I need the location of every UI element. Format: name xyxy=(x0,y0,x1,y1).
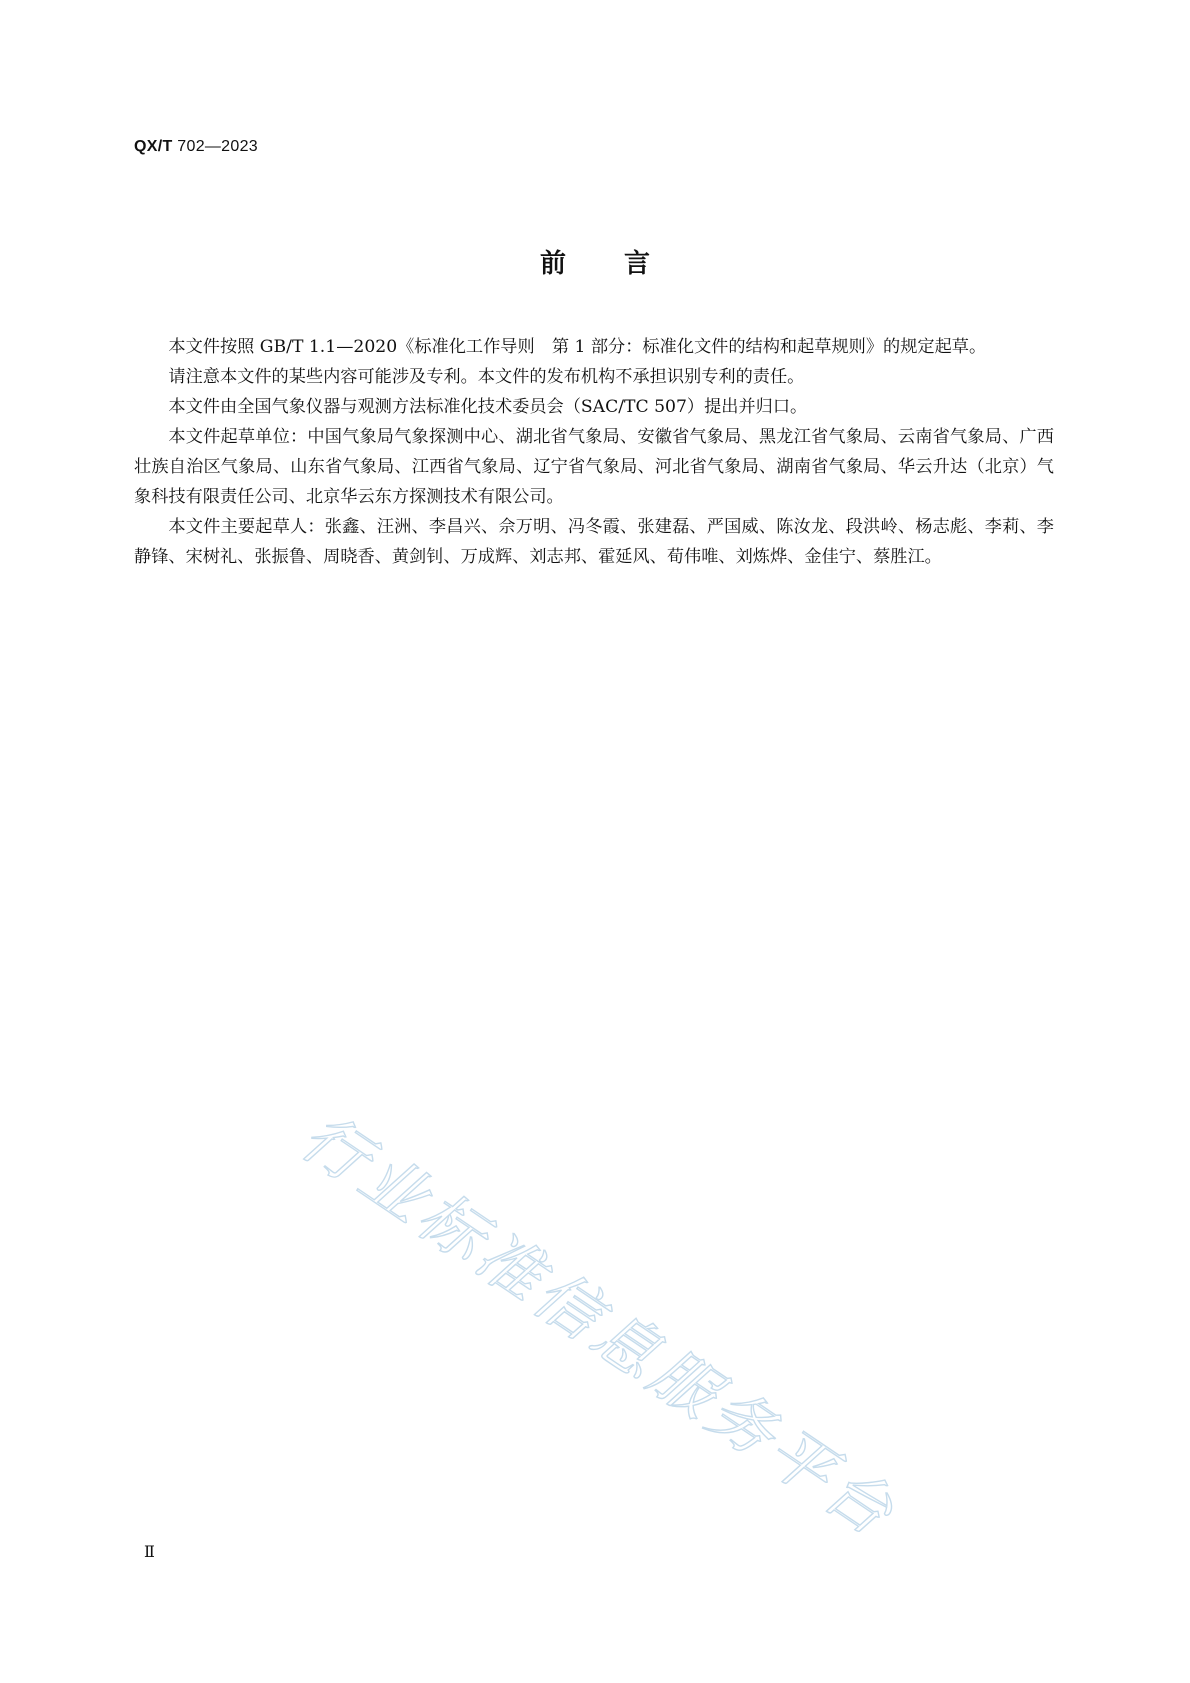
paragraph-drafting-rules: 本文件按照 GB/T 1.1—2020《标准化工作导则 第 1 部分：标准化文件的结构和起草规则》的规定起草。 xyxy=(168,337,987,357)
paragraph-drafting-units: 本文件起草单位：中国气象局气象探测中心、湖北省气象局、安徽省气象局、黑龙江省气象局、云南省气象局、广西壮族自治区气象局、山东省气象局、江西省气象局、辽宁省气象局、河北省气象局、湖南省气象局、华云升达（北京）气象科技有限责任公司、北京华云东方探测技术有限公司。 xyxy=(134,427,1054,507)
page-number: Ⅱ xyxy=(144,1542,155,1561)
document-code-number: 702—2023 xyxy=(172,138,258,155)
foreword-body xyxy=(134,332,1054,572)
document-code-prefix: QX/T xyxy=(134,138,173,155)
page-title: 前言 xyxy=(539,249,708,279)
paragraph-proposer: 本文件由全国气象仪器与观测方法标准化技术委员会（SAC/TC 507）提出并归口。 xyxy=(168,397,808,417)
paragraph-patent-notice: 请注意本文件的某些内容可能涉及专利。本文件的发布机构不承担识别专利的责任。 xyxy=(168,367,805,387)
document-code xyxy=(134,138,258,156)
watermark: 行业标准信息服务平台 xyxy=(287,1100,910,1554)
paragraph-main-drafters: 本文件主要起草人：张鑫、汪洲、李昌兴、佘万明、冯冬霞、张建磊、严国威、陈汝龙、段洪岭、杨志彪、李莉、李静锋、宋树礼、张振鲁、周晓香、黄剑钊、万成辉、刘志邦、霍延风、荀伟唯、刘炼烨、金佳宁、蔡胜江。 xyxy=(134,517,1054,567)
